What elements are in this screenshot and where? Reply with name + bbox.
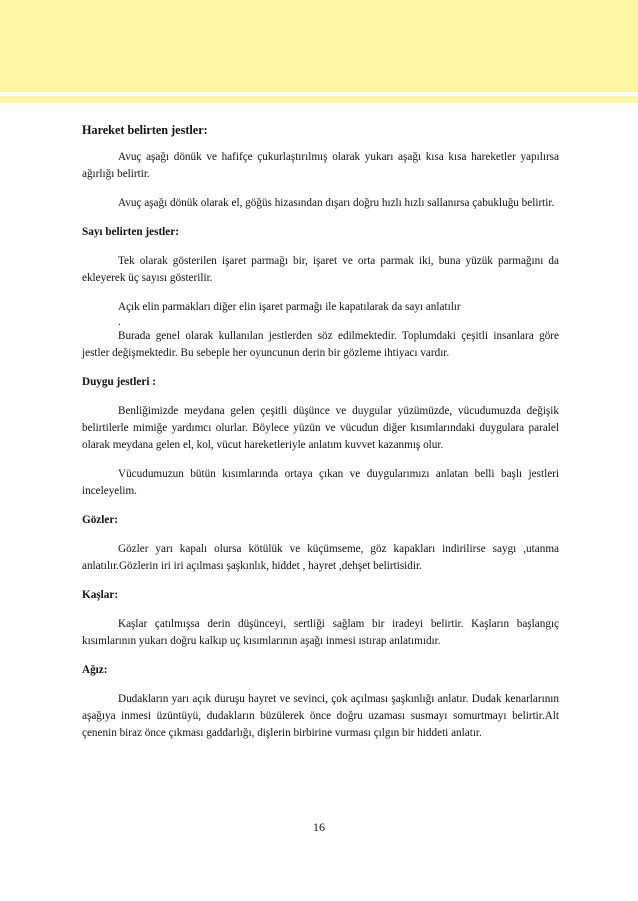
paragraph: Burada genel olarak kullanılan jestlerden söz edilmektedir. Toplumdaki çeşitli insanlara göre jestler değişmektedir. Bu sebeple her oyuncunun derin bir gözleme ihtiyacı vardır. — [82, 330, 559, 359]
header-stripe — [0, 96, 638, 103]
section-heading-number: Sayı belirten jestler: — [82, 226, 179, 238]
header-band — [0, 0, 638, 92]
paragraph: Kaşlar çatılmışsa derin düşünceyi, sertliği sağlam bir iradeyi belirtir. Kaşların başlangıç kısımlarının yukarı doğru kalkıp uç kısımlarının aşağı inmesi ıstırap anlatımıdır. — [82, 618, 559, 647]
section-heading-eyes: Gözler: — [82, 514, 119, 526]
paragraph: Benliğimizde meydana gelen çeşitli düşünce ve duygular yüzümüzde, vücudumuzda değişik belirtilerle mimiğe yardımcı olurlar. Böylece yüzün ve vücudun diğer kısımlarındaki duygulara paralel olarak meydana gelen el, kol, vücut hareketleriyle anlatım kuvvet kazanmış olur. — [82, 405, 559, 451]
page-number: 16 — [313, 820, 325, 834]
section-heading-eyebrows: Kaşlar: — [82, 589, 119, 601]
section-heading-emotion: Duygu jestleri : — [82, 376, 156, 388]
paragraph: Avuç aşağı dönük olarak el, göğüs hizasından dışarı doğru hızlı hızlı sallanırsa çabukluğu belirtir. — [118, 197, 555, 209]
section-heading-mouth: Ağız: — [82, 664, 108, 676]
paragraph: Dudakların yarı açık duruşu hayret ve sevinci, çok açılması şaşkınlığı anlatır. Dudak kenarlarının aşağıya inmesi üzüntüyü, dudakların büzülerek önce doğru uzaması susmayı somurtmayı belirtir.Alt çenenin biraz önce çıkması gaddarlığı, dişlerin birbirine vurması çılgın bir hiddeti anlatır. — [82, 693, 559, 739]
paragraph: Avuç aşağı dönük ve hafifçe çukurlaştırılmış olarak yukarı aşağı kısa kısa hareketler yapılırsa ağırlığı belirtir. — [82, 151, 559, 180]
page-content — [82, 122, 559, 754]
paragraph: Vücudumuzun bütün kısımlarında ortaya çıkan ve duygularımızı anlatan belli başlı jestleri inceleyelim. — [82, 468, 559, 497]
paragraph: Açık elin parmakları diğer elin işaret parmağı ile kapatılarak da sayı anlatılır — [118, 301, 461, 313]
paragraph: Gözler yarı kapalı olursa kötülük ve küçümseme, göz kapakları indirilirse saygı ,utanma anlatılır.Gözlerin iri iri açılması şaşkınlık, hiddet , hayret ,dehşet belirtisidir. — [82, 543, 559, 572]
section-heading-movement: Hareket belirten jestler: — [82, 123, 208, 137]
paragraph-dot: . — [118, 316, 121, 328]
paragraph: Tek olarak gösterilen işaret parmağı bir, işaret ve orta parmak iki, buna yüzük parmağını da ekleyerek üç sayısı gösterilir. — [82, 255, 559, 284]
